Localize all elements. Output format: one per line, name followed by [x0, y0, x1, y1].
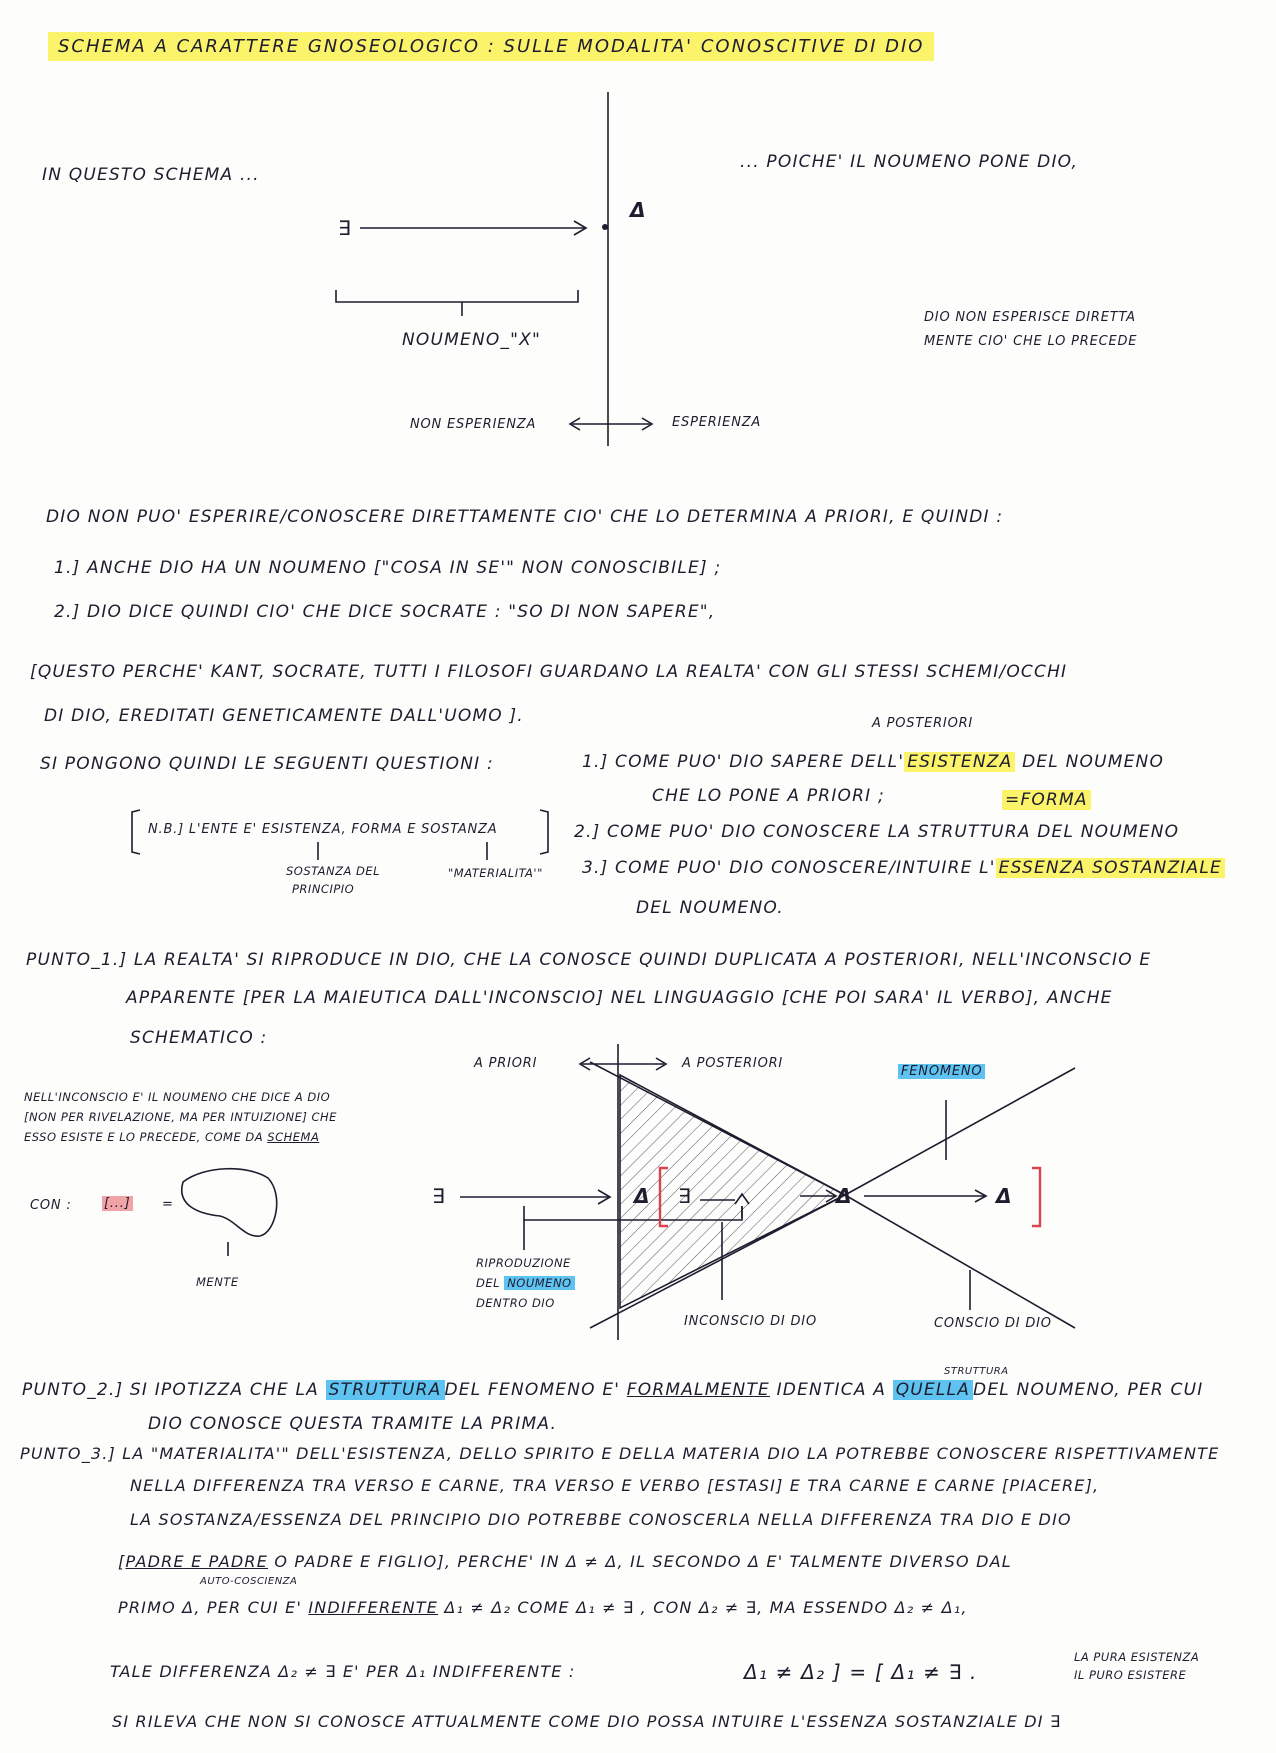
padre-e-padre: PADRE E PADRE — [125, 1552, 269, 1571]
questions-intro: SI PONGONO QUINDI LE SEGUENTI QUESTIONI : — [40, 754, 494, 774]
conscio-label: CONSCIO DI DIO — [934, 1316, 1052, 1331]
fenomeno-label — [898, 1064, 985, 1079]
punto3-last-line: SI RILEVA CHE NON SI CONOSCE ATTUALMENTE COME DIO POSSA INTUIRE L'ESSENZA SOSTANZIALE DI ∃ — [112, 1712, 1062, 1731]
riproduzione-del: DEL — [476, 1276, 501, 1290]
diagram2-delta-3: Δ — [996, 1184, 1013, 1208]
punto2-text-c: IDENTICA A — [776, 1380, 887, 1400]
esperienza-label: ESPERIENZA — [672, 415, 762, 430]
diagram2-delta-1: Δ — [634, 1184, 651, 1208]
question1-text-c: DEL NOUMENO — [1022, 752, 1165, 772]
nb-sub2: "MATERIALITA'" — [448, 866, 543, 880]
punto3-line5-b: Δ₁ ≠ Δ₂ COME Δ₁ ≠ ∃ , CON Δ₂ ≠ ∃, MA ESSENDO Δ₂ ≠ Δ₁, — [444, 1598, 968, 1617]
diagram2-exists-inner: ∃ — [678, 1184, 692, 1208]
mind-blob — [182, 1169, 277, 1236]
punto3-line5-a: PRIMO Δ, PER CUI E' — [118, 1598, 303, 1617]
struttura-superscript: STRUTTURA — [944, 1366, 1009, 1377]
question3-line2: DEL NOUMENO. — [636, 898, 784, 918]
punto3-line5 — [118, 1598, 968, 1617]
page-title: SCHEMA A CARATTERE GNOSEOLOGICO : SULLE MODALITA' CONOSCITIVE DI DIO — [48, 32, 934, 61]
punto1-line3: SCHEMATICO : — [130, 1028, 268, 1048]
delta-symbol: Δ — [630, 198, 647, 222]
punto3-equation: Δ₁ ≠ Δ₂ ] = [ Δ₁ ≠ ∃ . — [744, 1660, 978, 1684]
para1-bracket-line2: DI DIO, EREDITATI GENETICAMENTE DALL'UOMO ]. — [44, 706, 524, 726]
dots-highlight: [...] — [104, 1196, 131, 1211]
question1-line2: CHE LO PONE A PRIORI ; — [652, 786, 885, 806]
diagram1-intro-right: ... POICHE' IL NOUMENO PONE DIO, — [740, 152, 1079, 172]
punto3-line6: TALE DIFFERENZA Δ₂ ≠ ∃ E' PER Δ₁ INDIFFERENTE : — [110, 1662, 576, 1681]
diagram2-exists-symbol: ∃ — [432, 1184, 446, 1208]
con-label: CON : — [30, 1198, 72, 1213]
riproduzione-line3: DENTRO DIO — [476, 1296, 555, 1310]
highlight-forma: =FORMA — [1002, 790, 1091, 810]
punto3-line1: PUNTO_3.] LA "MATERIALITA'" DELL'ESISTENZA, DELLO SPIRITO E DELLA MATERIA DIO LA POTREBBE CONOSCERE RISPETTIVAMENTE — [20, 1444, 1220, 1463]
auto-coscienza-note: AUTO-COSCIENZA — [200, 1576, 298, 1587]
punto3-line4-rest: O PADRE E FIGLIO], PERCHE' IN Δ ≠ Δ, IL SECONDO Δ E' TALMENTE DIVERSO DAL — [274, 1552, 1012, 1571]
mente-label: MENTE — [196, 1275, 239, 1289]
para1-bracket-line1: [QUESTO PERCHE' KANT, SOCRATE, TUTTI I FILOSOFI GUARDANO LA REALTA' CON GLI STESSI SCHEMI/OCCHI — [30, 662, 1068, 682]
formalmente-word: FORMALMENTE — [626, 1380, 770, 1400]
nb-note: N.B.] L'ENTE E' ESISTENZA, FORMA E SOSTANZA — [148, 822, 498, 837]
punto3-line3: LA SOSTANZA/ESSENZA DEL PRINCIPIO DIO POTREBBE CONOSCERLA NELLA DIFFERENZA TRA DIO E DIO — [130, 1510, 1072, 1529]
punto3-line4 — [118, 1552, 1012, 1571]
riproduzione-line2 — [476, 1276, 575, 1290]
con-equals: = — [162, 1197, 174, 1212]
punto2-text-b: DEL FENOMENO E' — [444, 1380, 621, 1400]
para1-intro: DIO NON PUO' ESPERIRE/CONOSCERE DIRETTAMENTE CIO' CHE LO DETERMINA A PRIORI, E QUINDI : — [46, 507, 1004, 527]
a-posteriori-note: A POSTERIORI — [872, 716, 974, 731]
diagram2-left-note-3-text: ESSO ESISTE E LO PRECEDE, COME DA — [24, 1130, 264, 1144]
para1-item2: 2.] DIO DICE QUINDI CIO' CHE DICE SOCRATE : "SO DI NON SAPERE", — [54, 602, 716, 622]
punto2-line1 — [22, 1380, 1203, 1400]
question3-text: 3.] COME PUO' DIO CONOSCERE/INTUIRE L' — [582, 858, 996, 878]
highlight-struttura: STRUTTURA — [326, 1380, 445, 1400]
side-note-line2: MENTE CIO' CHE LO PRECEDE — [924, 334, 1138, 349]
exists-symbol: ∃ — [338, 216, 352, 240]
punto3-line2: NELLA DIFFERENZA TRA VERSO E CARNE, TRA VERSO E VERBO [ESTASI] E TRA CARNE E CARNE [PIACERE], — [130, 1476, 1100, 1495]
diagram1-intro-left: IN QUESTO SCHEMA ... — [42, 165, 260, 185]
diagram2-delta-2: Δ — [836, 1184, 853, 1208]
highlight-quella: QUELLA — [893, 1380, 973, 1400]
noumeno-highlight: NOUMENO — [504, 1276, 574, 1290]
question1-text-b: DELL' — [850, 752, 905, 772]
noumeno-x-label: NOUMENO_"X" — [402, 330, 542, 350]
question1-text-a: 1.] COME PUO' DIO SAPERE — [582, 752, 845, 772]
inconscio-triangle — [620, 1075, 845, 1308]
side-note-line1: DIO NON ESPERISCE DIRETTA — [924, 310, 1136, 325]
punto1-line2: APPARENTE [PER LA MAIEUTICA DALL'INCONSCIO] NEL LINGUAGGIO [CHE POI SARA' IL VERBO], ANCHE — [126, 988, 1113, 1008]
diagram2-left-note-1: NELL'INCONSCIO E' IL NOUMENO CHE DICE A DIO — [24, 1090, 331, 1104]
punto1-line1: PUNTO_1.] LA REALTA' SI RIPRODUCE IN DIO, CHE LA CONOSCE QUINDI DUPLICATA A POSTERIORI, NELL'INCONSCIO E — [26, 950, 1152, 970]
riproduzione-line1: RIPRODUZIONE — [476, 1256, 571, 1270]
inconscio-label: INCONSCIO DI DIO — [684, 1314, 817, 1329]
question2: 2.] COME PUO' DIO CONOSCERE LA STRUTTURA DEL NOUMENO — [574, 822, 1180, 842]
punto2-text-a: PUNTO_2.] SI IPOTIZZA CHE LA — [22, 1380, 320, 1400]
highlight-esistenza: ESISTENZA — [904, 752, 1015, 772]
non-esperienza-label: NON ESPERIENZA — [410, 417, 537, 432]
nb-sub1-line2: PRINCIPIO — [292, 882, 355, 896]
punto3-line4-open: [ — [118, 1552, 126, 1571]
punto2-text-d: DEL NOUMENO, PER CUI — [973, 1380, 1204, 1400]
schema-word: SCHEMA — [267, 1130, 320, 1144]
red-bracket-right — [1032, 1168, 1040, 1226]
indifferente-word: INDIFFERENTE — [308, 1598, 439, 1617]
diagram2-left-note-2: [NON PER RIVELAZIONE, MA PER INTUIZIONE] CHE — [24, 1110, 337, 1124]
fenomeno-highlight: FENOMENO — [898, 1064, 985, 1079]
pura-esistenza-note-1: LA PURA ESISTENZA — [1074, 1650, 1200, 1664]
punto2-line2: DIO CONOSCE QUESTA TRAMITE LA PRIMA. — [148, 1414, 558, 1434]
pura-esistenza-note-2: IL PURO ESISTERE — [1074, 1668, 1187, 1682]
nb-sub1-line1: SOSTANZA DEL — [286, 864, 381, 878]
para1-item1: 1.] ANCHE DIO HA UN NOUMENO ["COSA IN SE'" NON CONOSCIBILE] ; — [54, 558, 722, 578]
highlight-essenza-sostanziale: ESSENZA SOSTANZIALE — [996, 858, 1225, 878]
a-priori-label: A PRIORI — [474, 1056, 538, 1071]
a-posteriori-label: A POSTERIORI — [682, 1056, 784, 1071]
